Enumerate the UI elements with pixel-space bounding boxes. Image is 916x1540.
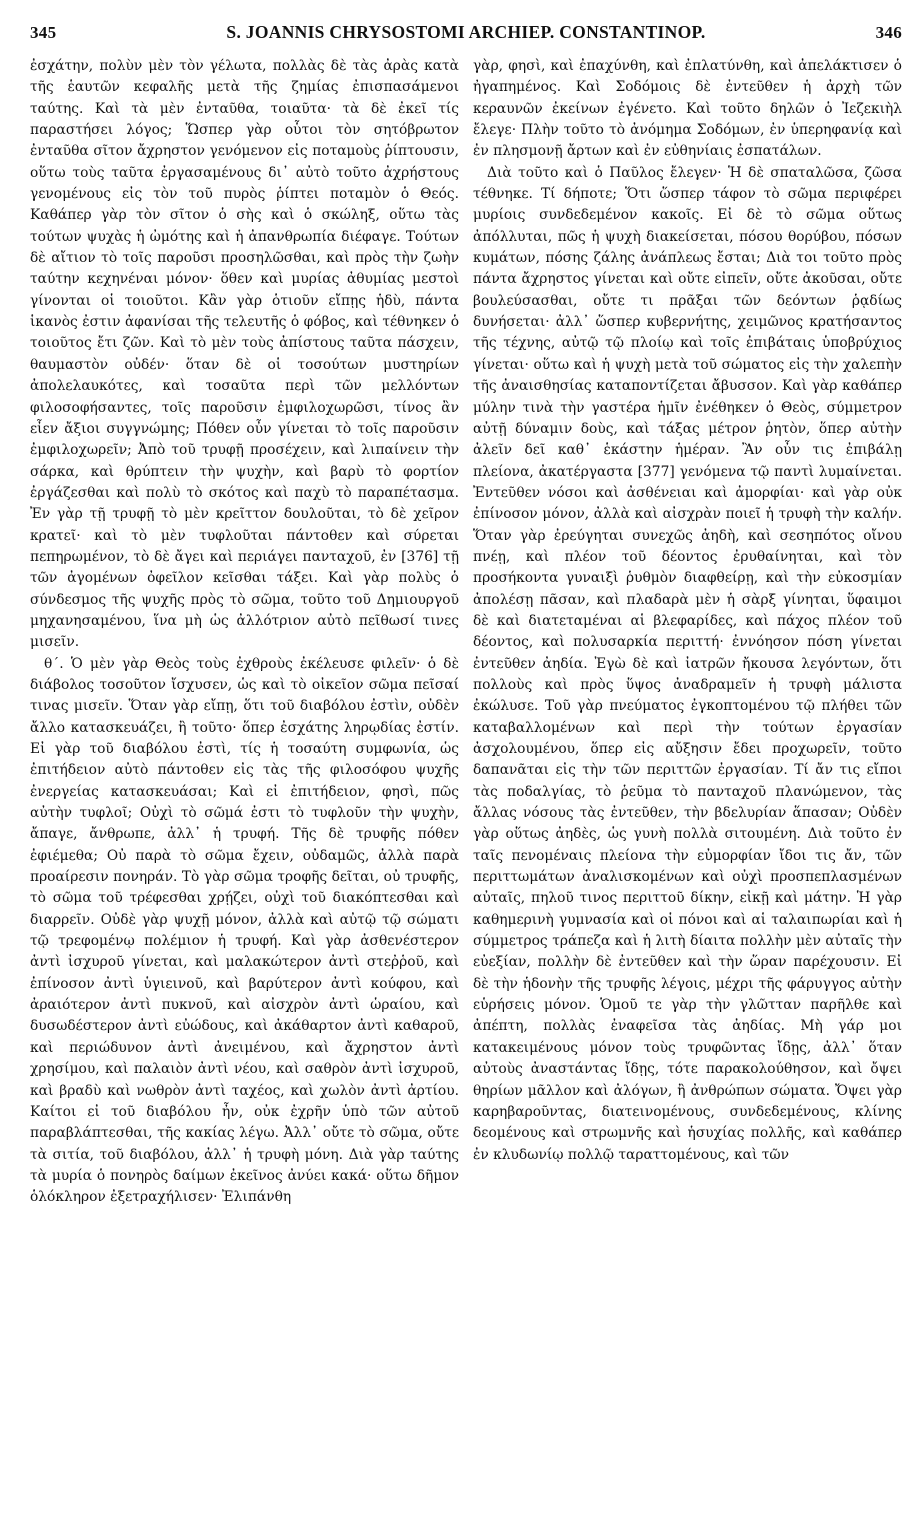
paragraph: Διὰ τοῦτο καὶ ὁ Παῦλος ἔλεγεν· Ἡ δὲ σπαταλῶσα, ζῶσα τέθνηκε. Τί δήποτε; Ὅτι ὥσπερ τάφον τὸ σῶμα περιφέρει μυρίοις συνδεδεμένον κακοῖς. Εἰ δὲ τὸ σῶμα οὕτως ἀπόλλυται, πῶς ἡ ψυχὴ διακείσεται, πόσου θορύβου, πόσων κυμάτων, πόσης ζάλης ἀνάπλεως ἔσται; Διὰ τοι τοῦτο πρὸς πάντα ἄχρηστος γίνεται καὶ οὔτε εἰπεῖν, οὔτε ἀκοῦσαι, οὔτε βουλεύσασθαι, οὔτε τι πρᾶξαι τῶν δεόντων ῥᾳδίως δυνήσεται· ἀλλ᾽ ὥσπερ κυβερνήτης, χειμῶνος κρατήσαντος τῆς τέχνης, αὐτῷ τῷ πλοίῳ καὶ τοῖς ἐπιβάταις ὑποβρύχιος γίνεται· οὕτω καὶ ἡ ψυχὴ μετὰ τοῦ σώματος εἰς τὴν χαλεπὴν τῆς ἀναισθησίας καταποντίζεται ἄβυσσον. Καὶ γὰρ καθάπερ μύλην τινὰ τὴν γαστέρα ἡμῖν ἐνέθηκεν ὁ Θεὸς, σύμμετρον αὐτῇ δύναμιν δοὺς, καὶ τάξας μέτρον ῥητὸν, ὅπερ αὐτὴν ἀλεῖν δεῖ καθ᾽ ἑκάστην ἡμέραν. Ἂν οὖν τις ἐπιβάλῃ πλείονα, ἀκατέργαστα [377] γενόμενα τῷ παντὶ λυμαίνεται. Ἐντεῦθεν νόσοι καὶ ἀσθένειαι καὶ ἀμορφίαι· καὶ γὰρ οὐκ ἐπίνοσον μόνον, ἀλλὰ καὶ αἰσχρὰν ποιεῖ ἡ τρυφὴ τὴν καλήν. Ὅταν γὰρ ἐρεύγηται συνεχῶς ἀηδὴ, καὶ σεσηπότος οἴνου πνέῃ, καὶ πλέον τοῦ δέοντος ἐρυθαίνηται, καὶ τὸν προσήκοντα γυναιξὶ ῥυθμὸν διαφθείρῃ, καὶ τὴν εὐκοσμίαν ἀπολέσῃ πᾶσαν, καὶ πλαδαρὰ μὲν ἡ σὰρξ γίνηται, ὕφαιμοι δὲ καὶ διατεταμέναι αἱ βλεφαρίδες, καὶ πάχος πλέον τοῦ δέοντος, καὶ πολυσαρκία περιττή· ἐννόησον πόση γίνεται ἐντεῦθεν ἀηδία. Ἐγὼ δὲ καὶ ἰατρῶν ἤκουσα λεγόντων, ὅτι πολλοὺς καὶ πρὸς ὕψος ἀναδραμεῖν ἡ τρυφὴ μάλιστα ἐκώλυσε. Τοῦ γὰρ πνεύματος ἐγκοπτομένου τῷ πλήθει τῶν καταβαλλομένων καὶ περὶ τὴν τούτων ἐργασίαν ἀσχολουμένου, ὅπερ εἰς αὔξησιν ἔδει προχωρεῖν, τοῦτο δαπανᾶται εἰς τὴν τῶν περιττῶν ἐργασίαν. Τί ἄν τις εἴποι τὰς ποδαλγίας, τὸ ῥεῦμα τὸ πανταχοῦ πλανώμενον, τὰς ἄλλας νόσους τὰς ἐντεῦθεν, τὴν βδελυρίαν ἅπασαν; Οὐδὲν γὰρ οὕτως ἀηδὲς, ὡς γυνὴ πολλὰ σιτουμένη. Διὰ τοῦτο ἐν ταῖς πενομέναις πλείονα τὴν εὐμορφίαν ἴδοι τις ἄν, τῶν περιττωμάτων ἀναλισκομένων καὶ οὐχὶ προσπεπλασμένων αὐταῖς, πηλοῦ τινος περιττοῦ δίκην, εἰκῇ καὶ μάτην. Ἡ γὰρ καθημερινὴ γυμνασία καὶ οἱ πόνοι καὶ αἱ ταλαιπωρίαι καὶ ἡ σύμμετρος τράπεζα καὶ ἡ λιτὴ δίαιτα πολλὴν μὲν αὐταῖς τὴν εὐεξίαν, πολλὴν δὲ ἐντεῦθεν καὶ τὴν ὥραν παρέχουσιν. Εἰ δὲ τὴν ἡδονὴν τῆς τρυφῆς λέγοις, μέχρι τῆς φάρυγγος αὐτὴν εὑρήσεις μόνον. Ὁμοῦ τε γὰρ τὴν γλῶτταν παρῆλθε καὶ ἀπέπτη, πολλὰς ἐναφεῖσα τὰς ἀηδίας. Μὴ γάρ μοι κατακειμένους μόνον τοὺς τρυφῶντας ἴδῃς, ἀλλ᾽ ὅταν αὐτοὺς ἀναστάντας ἴδῃς, τότε παρακολούθησον, καὶ ὄψει θηρίων μᾶλλον καὶ ἀλόγων, ἢ ἀνθρώπων σώματα. Ὄψει γὰρ καρηβαροῦντας, διατεινομένους, συνδεδεμένους, κλίνης δεομένους καὶ στρωμνῆς καὶ ἡσυχίας πολλῆς, καὶ καθάπερ ἐν κλυδωνίῳ πολλῷ ταραττομένους, καὶ τῶν: [473, 164, 902, 1163]
left-column: [30, 56, 459, 1526]
paragraph: γὰρ, φησὶ, καὶ ἐπαχύνθη, καὶ ἐπλατύνθη, καὶ ἀπελάκτισεν ὁ ἠγαπημένος. Καὶ Σοδόμοις δὲ ἐντεῦθεν ἡ ἀρχὴ τῶν κεραυνῶν ἐκείνων ἐγένετο. Καὶ τοῦτο δηλῶν ὁ Ἰεζεκιὴλ ἔλεγε· Πλὴν τοῦτο τὸ ἀνόμημα Σοδόμων, ἐν ὑπερηφανίᾳ καὶ ἐν πλησμονῇ ἄρτων καὶ ἐν εὐθηνίαις ἐσπατάλων.: [473, 58, 902, 160]
text-columns: [30, 56, 902, 1526]
left-page-number: 345: [30, 23, 57, 42]
running-header: [30, 22, 902, 56]
running-title: S. JOANNIS CHRYSOSTOMI ARCHIEP. CONSTANTINOP.: [226, 22, 706, 42]
paragraph: ἐσχάτην, πολὺν μὲν τὸν γέλωτα, πολλὰς δὲ τὰς ἀρὰς κατὰ τῆς ἑαυτῶν κεφαλῆς μετὰ τῆς ζημίας ἐπισπασάμενοι ταύτης. Καὶ τὰ μὲν ἐνταῦθα, τοιαῦτα· τὰ δὲ ἐκεῖ τίς παραστήσει λόγος; Ὥσπερ γὰρ οὗτοι τὸν σητόβρωτον ἐνταῦθα σῖτον ἄχρηστον γενόμενον εἰς ποταμοὺς ῥίπτουσιν, οὕτω τοὺς ταῦτα ἐργασαμένους δι᾽ αὐτὸ τοῦτο ἀχρήστους γενομένους εἰς τὸν τοῦ πυρὸς ῥίπτει ποταμὸν ὁ Θεός. Καθάπερ γὰρ τὸν σῖτον ὁ σὴς καὶ ὁ σκώληξ, οὕτω τὰς τούτων ψυχὰς ἡ ὠμότης καὶ ἡ ἀπανθρωπία διέφαγε. Τούτων δὲ αἴτιον τὸ τοῖς παροῦσι προσηλῶσθαι, καὶ πρὸς τὴν ζωὴν ταύτην κεχηνέναι μόνον· ὅθεν καὶ μυρίας ἀθυμίας μεστοὶ γίνονται οἱ τοιοῦτοι. Κἂν γὰρ ὁτιοῦν εἴπῃς ἡδὺ, πάντα ἱκανὸς ἐστιν ἀφανίσαι τῆς τελευτῆς ὁ φόβος, καὶ τέθνηκεν ὁ τοιοῦτος ἔτι ζῶν. Καὶ τὸ μὲν τοὺς ἀπίστους ταῦτα πάσχειν, θαυμαστὸν οὐδέν· ὅταν δὲ οἱ τοσούτων μυστηρίων ἀπολελαυκότες, καὶ τοσαῦτα περὶ τῶν μελλόντων φιλοσοφήσαντες, τοῖς παροῦσιν ἐμφιλοχωρῶσι, τίνος ἂν εἶεν ἄξιοι συγγνώμης; Πόθεν οὖν γίνεται τὸ τοῖς παροῦσιν ἐμφιλοχωρεῖν; Ἀπὸ τοῦ τρυφῇ προσέχειν, καὶ λιπαίνειν τὴν σάρκα, καὶ θρύπτειν τὴν ψυχὴν, καὶ βαρὺ τὸ φορτίον ἐργάζεσθαι καὶ πολὺ τὸ σκότος καὶ παχὺ τὸ παραπέτασμα. Ἐν γὰρ τῇ τρυφῇ τὸ μὲν κρεῖττον δουλοῦται, τὸ δὲ χεῖρον κρατεῖ· καὶ τὸ μὲν τυφλοῦται πάντοθεν καὶ σύρεται πεπηρωμένον, τὸ δὲ ἄγει καὶ περιάγει πανταχοῦ, ἐν [376] τῇ τῶν ἀγομένων ὀφεῖλον κεῖσθαι τάξει. Καὶ γὰρ πολὺς ὁ σύνδεσμος τῆς ψυχῆς πρὸς τὸ σῶμα, τοῦτο τοῦ Δημιουργοῦ μηχανησαμένου, ἵνα μὴ ὡς ἀλλότριον αὐτὸ πεῖθωσί τινες μισεῖν.: [30, 58, 459, 651]
right-page-number: 346: [875, 23, 902, 42]
right-column: [473, 56, 902, 1526]
paragraph: θ´. Ὁ μὲν γὰρ Θεὸς τοὺς ἐχθροὺς ἐκέλευσε φιλεῖν· ὁ δὲ διάβολος τοσοῦτον ἴσχυσεν, ὡς καὶ τὸ οἰκεῖον σῶμα πεῖσαί τινας μισεῖν. Ὅταν γὰρ εἴπῃ, ὅτι τοῦ διαβόλου ἐστὶν, οὐδὲν ἄλλο κατασκευάζει, ἢ τοῦτο· ὅπερ ἐσχάτης ληρῳδίας ἐστίν. Εἰ γὰρ τοῦ διαβόλου ἐστὶ, τίς ἡ τοσαύτη συμφωνία, ὡς ἐπιτήδειον αὐτὸ πάντοθεν εἰς τὰς τῆς φιλοσόφου ψυχῆς ἐνεργείας κατασκευάσαι; Καὶ εἰ ἐπιτήδειον, φησὶ, πῶς αὐτὴν τυφλοῖ; Οὐχὶ τὸ σῶμά ἐστι τὸ τυφλοῦν τὴν ψυχὴν, ἄπαγε, ἄνθρωπε, ἀλλ᾽ ἡ τρυφή. Τῆς δὲ τρυφῆς πόθεν ἐφιέμεθα; Οὐ παρὰ τὸ σῶμα ἔχειν, οὐδαμῶς, ἀλλὰ παρὰ προαίρεσιν πονηράν. Τὸ γὰρ σῶμα τροφῆς δεῖται, οὐ τρυφῆς, τὸ σῶμα τοῦ τρέφεσθαι χρῄζει, οὐχὶ τοῦ διακόπτεσθαι καὶ διαρρεῖν. Οὐδὲ γὰρ ψυχῇ μόνον, ἀλλὰ καὶ αὐτῷ τῷ σώματι τῷ τρεφομένῳ πολέμιον ἡ τρυφή. Καὶ γὰρ ἀσθενέστερον ἀντὶ ἰσχυροῦ γίνεται, καὶ μαλακώτερον ἀντὶ στεῤῥοῦ, καὶ ἐπίνοσον ἀντὶ ὑγιεινοῦ, καὶ βαρύτερον ἀντὶ κούφου, καὶ ἀραιότερον ἀντὶ πυκνοῦ, καὶ αἰσχρὸν ἀντὶ ὡραίου, καὶ δυσωδέστερον ἀντὶ εὐώδους, καὶ ἀκάθαρτον ἀντὶ καθαροῦ, καὶ περιώδυνον ἀντὶ ἀνειμένου, καὶ ἄχρηστον ἀντὶ χρησίμου, καὶ παλαιὸν ἀντὶ νέου, καὶ σαθρὸν ἀντὶ ἰσχυροῦ, καὶ βραδὺ καὶ νωθρὸν ἀντὶ ταχέος, καὶ χωλὸν ἀντὶ ἀρτίου. Καίτοι εἰ τοῦ διαβόλου ἦν, οὐκ ἐχρῆν ὑπὸ τῶν αὐτοῦ παραβλάπτεσθαι, τῆς κακίας λέγω. Ἀλλ᾽ οὔτε τὸ σῶμα, οὔτε τὰ σιτία, τοῦ διαβόλου, ἀλλ᾽ ἡ τρυφὴ μόνη. Διὰ γὰρ ταύτης τὰ μυρία ὁ πονηρὸς δαίμων ἐκεῖνος ἀνύει κακά· οὕτω δῆμον ὁλόκληρον ἐξετραχήλισεν· Ἐλιπάνθη: [30, 655, 459, 1206]
